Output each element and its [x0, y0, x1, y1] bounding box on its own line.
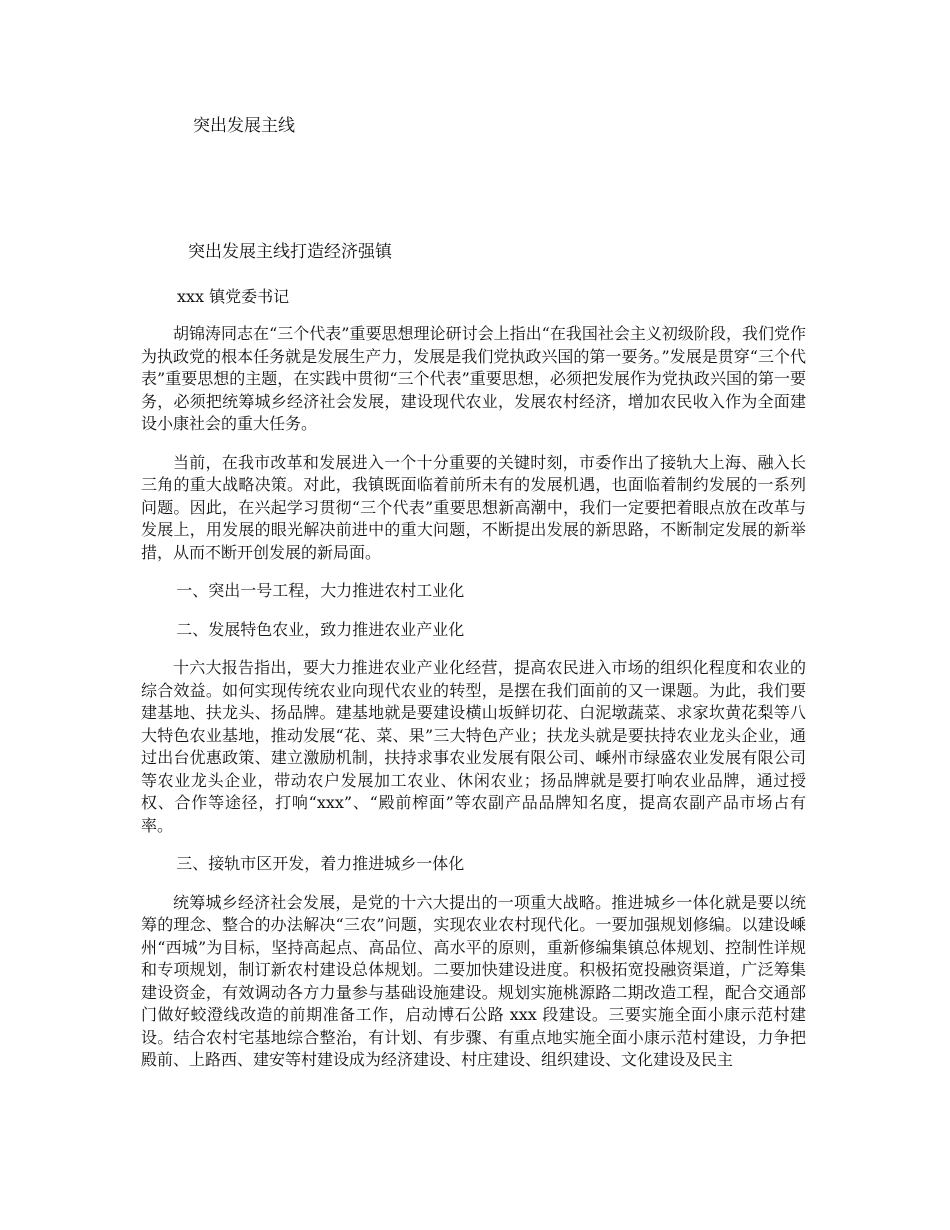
section-heading-2: 二、发展特色农业，致力推进农业产业化	[176, 619, 465, 639]
paragraph-context: 当前，在我市改革和发展进入一个十分重要的关键时刻，市委作出了接轨大上海、融入长三角的重大战略决策。对此，我镇既面临着前所未有的发展机遇，也面临着制约发展的一系列问题。因此，在兴起学习贯彻“三个代表”重要思想新高潮中，我们一定要把着眼点放在改革与发展上，用发展的眼光解决前进中的重大问题，不断提出发展的新思路，不断制定发展的新举措，从而不断开创发展的新局面。	[141, 452, 806, 562]
document-author: xxx 镇党委书记	[177, 287, 290, 306]
paragraph-agriculture: 十六大报告指出，要大力推进农业产业化经营，提高农民进入市场的组织化程度和农业的综合效益。如何实现传统农业向现代农业的转型，是摆在我们面前的又一课题。为此，我们要建基地、扶龙头、扬品牌。建基地就是要建设横山坂鲜切花、白泥墩蔬菜、求家坎黄花梨等八大特色农业基地，推动发展“花、菜、果”三大特色产业；扶龙头就是要扶持农业龙头企业，通过出台优惠政策、建立激励机制，扶持求事农业发展有限公司、嵊州市绿盛农业发展有限公司等农业龙头企业，带动农户发展加工农业、休闲农业；扬品牌就是要打响农业品牌，通过授权、合作等途径，打响“xxx”、“殿前榨面”等农副产品品牌知名度，提高农副产品市场占有率。	[141, 658, 806, 835]
document-title: 突出发展主线打造经济强镇	[188, 242, 392, 262]
section-heading-3: 三、接轨市区开发，着力推进城乡一体化	[176, 854, 465, 873]
page-header-title: 突出发展主线	[193, 116, 295, 136]
document-body	[141, 323, 806, 1088]
paragraph-urban-rural: 统筹城乡经济社会发展，是党的十六大提出的一项重大战略。推进城乡一体化就是要以统筹的理念、整合的办法解决“三农”问题，实现农业农村现代化。一要加强规划修编。以建设嵊州“西城”为目标，坚持高起点、高品位、高水平的原则，重新修编集镇总体规划、控制性详规和专项规划，制订新农村建设总体规划。二要加快建设进度。积极拓宽投融资渠道，广泛筹集建设资金，有效调动各方力量参与基础设施建设。规划实施桃源路二期改造工程，配合交通部门做好蛟澄线改造的前期准备工作，启动博石公路 xxx 段建设。三要实施全面小康示范村建设。结合农村宅基地综合整治，有计划、有步骤、有重点地实施全面小康示范村建设，力争把殿前、上路西、建安等村建设成为经济建设、村庄建设、组织建设、文化建设及民主	[141, 892, 806, 1069]
paragraph-intro: 胡锦涛同志在“三个代表”重要思想理论研讨会上指出“在我国社会主义初级阶段，我们党作为执政党的根本任务就是发展生产力，发展是我们党执政兴国的第一要务。”发展是贯穿“三个代表”重要思想的主题，在实践中贯彻“三个代表”重要思想，必须把发展作为党执政兴国的第一要务，必须把统筹城乡经济社会发展，建设现代农业，发展农村经济，增加农民收入作为全面建设小康社会的重大任务。	[141, 324, 806, 433]
section-heading-1: 一、突出一号工程，大力推进农村工业化	[176, 581, 465, 600]
